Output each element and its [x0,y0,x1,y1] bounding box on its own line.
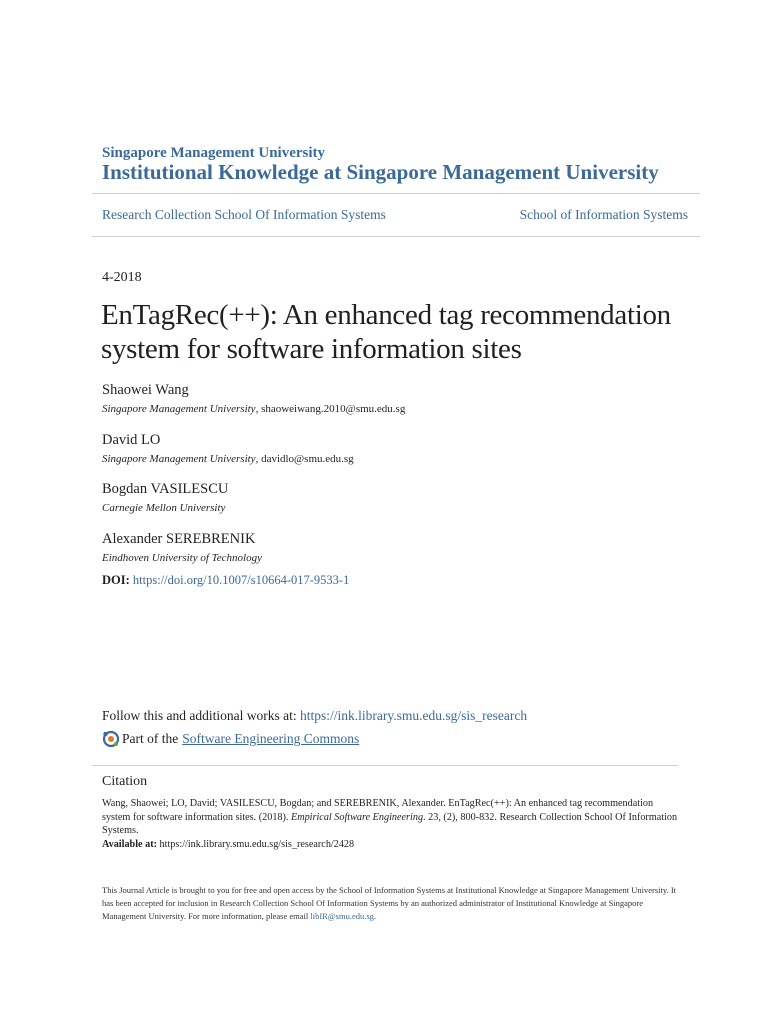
follow-line [102,708,527,724]
author-affiliation: Carnegie Mellon University [102,502,226,514]
part-of-line [102,730,359,748]
author-name: Shaowei Wang [102,382,189,398]
doi-label: DOI: [102,573,130,587]
available-label: Available at: [102,838,157,850]
author-affiliation: Singapore Management University, shaoweiwang.2010@smu.edu.sg [102,403,406,415]
collection-link[interactable]: Research Collection School Of Information Systems [102,207,386,222]
repository-name[interactable]: Institutional Knowledge at Singapore Management University [102,160,659,184]
citation-text: Wang, Shaowei; LO, David; VASILESCU, Bogdan; and SEREBRENIK, Alexander. EnTagRec(++): An enhanced tag recommendation system for software information sites. (2018). Empirical Software Engineering. 23, (2), 800-832. Research Collection School Of Information Systems. Available at: https://ink.library.smu.edu.sg/sis_research/2428 [102,798,678,850]
part-of-text: Part of the [122,731,179,746]
follow-link[interactable]: https://ink.library.smu.edu.sg/sis_research [300,708,528,723]
available-link[interactable]: https://ink.library.smu.edu.sg/sis_research/2428 [159,838,355,850]
author-name: Alexander SEREBRENIK [102,531,256,547]
author-name: Bogdan VASILESCU [102,481,229,497]
publication-date: 4-2018 [102,270,142,285]
header-divider-bottom [92,236,700,237]
author-affiliation: Eindhoven University of Technology [102,552,262,564]
school-link[interactable]: School of Information Systems [519,207,688,222]
commons-network-icon [102,730,120,748]
header-divider-top [92,193,700,194]
author-entry [102,480,228,515]
author-entry [102,381,405,416]
software-engineering-commons-link[interactable]: Software Engineering Commons [182,731,360,746]
access-statement: This Journal Article is brought to you for free and open access by the School of Information Systems at Institutional Knowledge at Singapore Management University. It has been accepted for inclusion in Research Collection School Of Information Systems by an authorized administrator of Institutional Knowledge at Singapore Management University. For more information, please email libIR@smu.edu.sg. [102,885,677,921]
citation-divider [92,765,678,766]
journal-name: Empirical Software Engineering [291,811,424,823]
university-name[interactable]: Singapore Management University [102,145,326,161]
follow-text: Follow this and additional works at: [102,708,297,723]
article-title: EnTagRec(++): An enhanced tag recommendation system for software information sites [101,299,671,365]
citation-heading: Citation [102,774,148,789]
author-affiliation: Singapore Management University, davidlo@smu.edu.sg [102,453,354,465]
author-entry [102,530,262,565]
contact-email-link[interactable]: libIR@smu.edu.sg [310,911,374,921]
author-entry [102,431,354,466]
doi-line [102,573,349,588]
doi-link[interactable]: https://doi.org/10.1007/s10664-017-9533-1 [132,573,350,587]
author-name: David LO [102,432,161,448]
